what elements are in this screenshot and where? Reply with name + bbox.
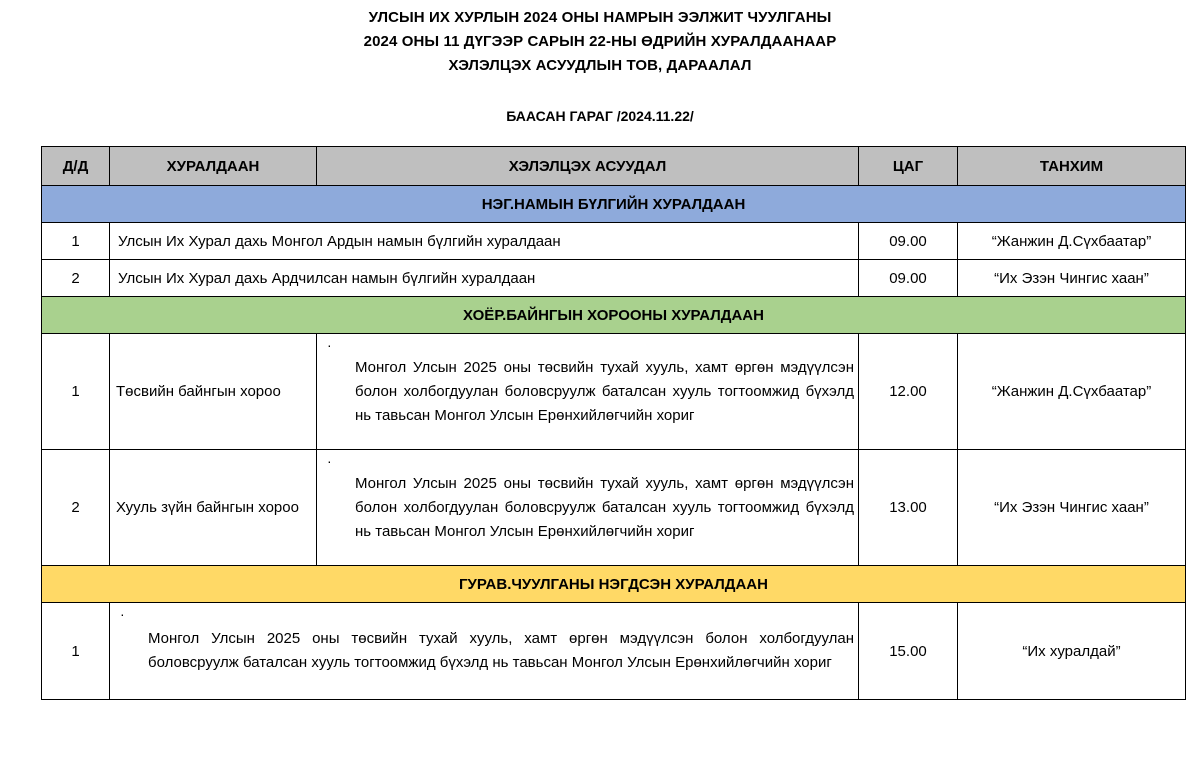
header-session: ХУРАЛДААН <box>110 147 317 186</box>
table-row <box>42 223 1186 260</box>
row-num: 1 <box>42 603 110 700</box>
bullet-mark: · <box>327 453 332 469</box>
row-room: “Жанжин Д.Сүхбаатар” <box>958 223 1186 260</box>
row-issue <box>110 603 859 700</box>
title-line-1: УЛСЫН ИХ ХУРЛЫН 2024 ОНЫ НАМРЫН ЭЭЛЖИТ ЧУУЛГАНЫ <box>368 9 832 26</box>
table-row <box>42 334 1186 450</box>
issue-text: Монгол Улсын 2025 оны төсвийн тухай хууль, хамт өргөн мэдүүлсэн болон холбогдуулан боловсруулж баталсан хууль тогтоомжид бүхэлд нь тавьсан Монгол Улсын Ерөнхийлөгчийн хориг <box>355 358 854 424</box>
table-row <box>42 450 1186 566</box>
table-row <box>42 603 1186 700</box>
title-line-2: 2024 ОНЫ 11 ДҮГЭЭР САРЫН 22-НЫ ӨДРИЙН ХУРАЛДААНААР <box>363 33 837 50</box>
row-session: Улсын Их Хурал дахь Ардчилсан намын бүлгийн хуралдаан <box>110 260 859 297</box>
row-room: “Их Эзэн Чингис хаан” <box>958 260 1186 297</box>
document-title <box>0 6 1200 78</box>
row-time: 09.00 <box>859 260 958 297</box>
section-row-2 <box>42 297 1186 334</box>
row-issue <box>317 450 859 566</box>
date-line: БААСАН ГАРАГ /2024.11.22/ <box>506 108 694 124</box>
row-room: “Жанжин Д.Сүхбаатар” <box>958 334 1186 450</box>
row-time: 09.00 <box>859 223 958 260</box>
bullet-mark: · <box>120 606 125 622</box>
row-num: 1 <box>42 334 110 450</box>
header-num: Д/Д <box>42 147 110 186</box>
row-session: Улсын Их Хурал дахь Монгол Ардын намын бүлгийн хуралдаан <box>110 223 859 260</box>
row-room: “Их Эзэн Чингис хаан” <box>958 450 1186 566</box>
row-time: 13.00 <box>859 450 958 566</box>
row-room: “Их хуралдай” <box>958 603 1186 700</box>
row-issue <box>317 334 859 450</box>
row-num: 1 <box>42 223 110 260</box>
row-time: 15.00 <box>859 603 958 700</box>
section-title: ГУРАВ.ЧУУЛГАНЫ НЭГДСЭН ХУРАЛДААН <box>42 566 1186 603</box>
row-committee: Хууль зүйн байнгын хороо <box>110 450 317 566</box>
row-num: 2 <box>42 450 110 566</box>
table-row <box>42 260 1186 297</box>
row-committee: Төсвийн байнгын хороо <box>110 334 317 450</box>
section-row-3 <box>42 566 1186 603</box>
issue-text: Монгол Улсын 2025 оны төсвийн тухай хууль, хамт өргөн мэдүүлсэн болон холбогдуулан боловсруулж баталсан хууль тогтоомжид бүхэлд нь тавьсан Монгол Улсын Ерөнхийлөгчийн хориг <box>148 630 854 671</box>
section-title: ХОЁР.БАЙНГЫН ХОРООНЫ ХУРАЛДААН <box>42 297 1186 334</box>
title-line-3: ХЭЛЭЛЦЭХ АСУУДЛЫН ТОВ, ДАРААЛАЛ <box>448 57 752 74</box>
header-issue: ХЭЛЭЛЦЭХ АСУУДАЛ <box>317 147 859 186</box>
header-room: ТАНХИМ <box>958 147 1186 186</box>
bullet-mark: · <box>327 337 332 353</box>
section-row-1 <box>42 186 1186 223</box>
header-row <box>42 147 1186 186</box>
section-title: НЭГ.НАМЫН БҮЛГИЙН ХУРАЛДААН <box>42 186 1186 223</box>
agenda-table <box>41 146 1186 700</box>
issue-text: Монгол Улсын 2025 оны төсвийн тухай хууль, хамт өргөн мэдүүлсэн болон холбогдуулан боловсруулж баталсан хууль тогтоомжид бүхэлд нь тавьсан Монгол Улсын Ерөнхийлөгчийн хориг <box>355 474 854 540</box>
header-time: ЦАГ <box>859 147 958 186</box>
row-time: 12.00 <box>859 334 958 450</box>
row-num: 2 <box>42 260 110 297</box>
